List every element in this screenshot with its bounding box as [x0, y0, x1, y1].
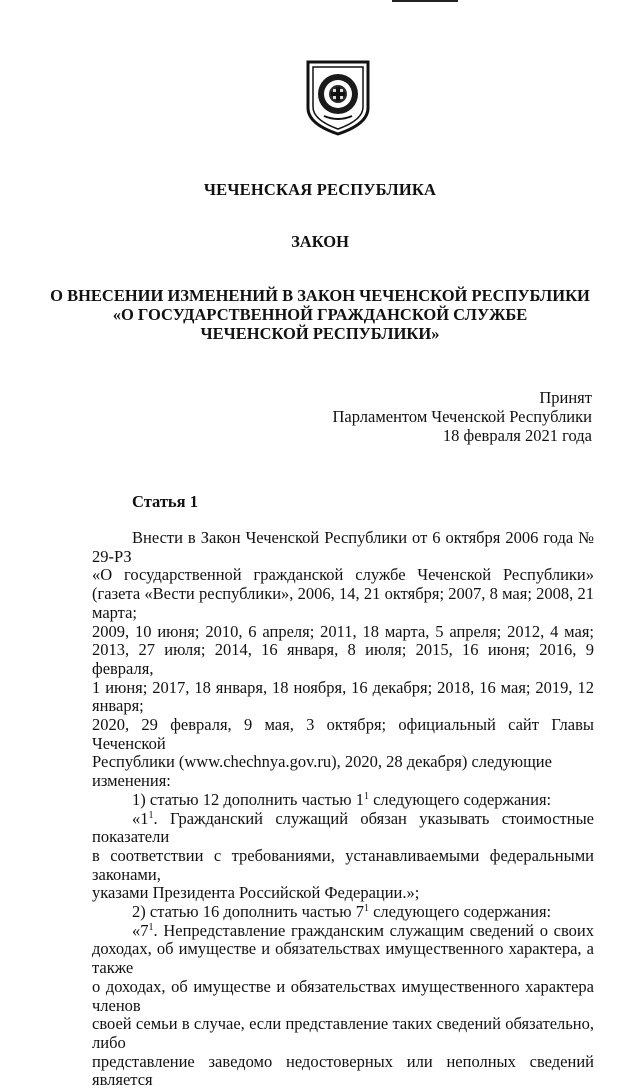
adoption-line-2: Парламентом Чеченской Республики: [332, 407, 592, 426]
quote-2-line: о доходах, об имуществе и обязательствах имущественного характера членов: [92, 976, 594, 1015]
quote-1-line: «$1^1$. Гражданский служащий обязан указывать стоимостные показатели: [92, 808, 594, 847]
quote-1-line: указами Президента Российской Федерации.»;: [92, 883, 420, 903]
list-item-1: 1) статью 12 дополнить частью $1^1$ следующего содержания:: [132, 789, 552, 809]
body-line: «О государственной гражданской службе Чеченской Республики»: [92, 565, 594, 585]
quote-2-line: доходах, об имуществе и обязательствах имущественного характера, а также: [92, 939, 594, 978]
document-type-heading: ЗАКОН: [291, 232, 349, 251]
top-rule: [392, 0, 458, 2]
law-title: [0, 286, 640, 343]
adoption-block: [333, 388, 593, 445]
quote-2-line: представление заведомо недостоверных или неполных сведений является: [92, 1051, 594, 1090]
law-title-line-1: О ВНЕСЕНИИ ИЗМЕНЕНИЙ В ЗАКОН ЧЕЧЕНСКОЙ РЕСПУБЛИКИ: [50, 286, 590, 305]
article-heading: Статья 1: [132, 492, 198, 511]
body-line: Внести в Закон Чеченской Республики от 6 октября 2006 года № 29-РЗ: [92, 528, 594, 566]
body-line: Республики (www.chechnya.gov.ru), 2020, 28 декабря) следующие изменения:: [92, 752, 552, 791]
law-title-line-2: «О ГОСУДАРСТВЕННОЙ ГРАЖДАНСКОЙ СЛУЖБЕ: [112, 305, 528, 324]
region-heading: ЧЕЧЕНСКАЯ РЕСПУБЛИКА: [203, 180, 437, 199]
body-line: 1 июня; 2017, 18 января, 18 ноября, 16 декабря; 2018, 16 мая; 2019, 12 января;: [92, 677, 594, 716]
body-line: 2009, 10 июня; 2010, 6 апреля; 2011, 18 марта, 5 апреля; 2012, 4 мая;: [92, 621, 594, 641]
quote-2-line: своей семьи в случае, если представление таких сведений обязательно, либо: [92, 1014, 594, 1052]
body-line: 2013, 27 июля; 2014, 16 января, 8 июля; 2015, 16 июня; 2016, 9 февраля,: [92, 640, 594, 678]
body-line: (газета «Вести республики», 2006, 14, 21 октября; 2007, 8 мая; 2008, 21 марта;: [92, 584, 594, 622]
quote-2-line: «$7^1$. Непредставление гражданским служащим сведений о своих: [132, 920, 594, 940]
law-title-line-3: ЧЕЧЕНСКОЙ РЕСПУБЛИКИ»: [200, 324, 440, 343]
quote-1-line: в соответствии с требованиями, устанавливаемыми федеральными законами,: [92, 845, 594, 884]
body-line: 2020, 29 февраля, 9 мая, 3 октября; официальный сайт Главы Чеченской: [92, 715, 594, 753]
adoption-date: 18 февраля 2021 года: [442, 426, 592, 445]
coat-of-arms-emblem: [302, 58, 374, 136]
list-item-2: 2) статью 16 дополнить частью $7^1$ следующего содержания:: [132, 902, 552, 922]
document-body: [92, 529, 594, 1090]
adoption-line-1: Принят: [539, 388, 592, 407]
